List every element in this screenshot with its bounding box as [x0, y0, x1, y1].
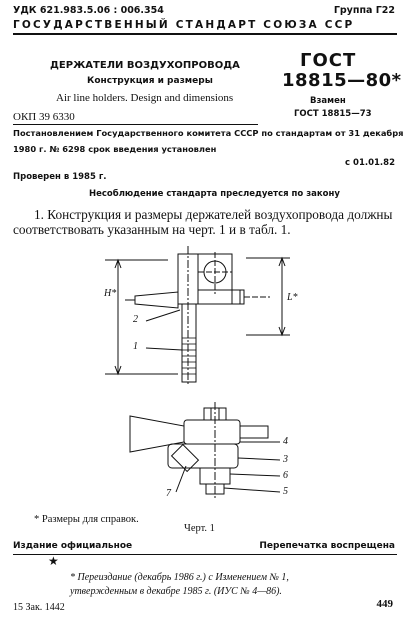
doc-title-en: Air line holders. Design and dimensions	[56, 92, 234, 104]
header-rule	[13, 33, 397, 35]
lower-nozzle	[130, 416, 184, 452]
leader-2	[146, 310, 180, 321]
official-edition: Издание официальное	[13, 541, 133, 551]
page-number: 449	[376, 598, 393, 610]
upper-nozzle	[135, 292, 178, 308]
penalty-notice: Несоблюдение стандарта преследуется по закону	[89, 189, 340, 199]
doc-title: ДЕРЖАТЕЛИ ВОЗДУХОПРОВОДА	[50, 60, 240, 71]
callout-1: 1	[133, 341, 138, 352]
figure-footnote: * Размеры для справок.	[34, 514, 139, 525]
technical-drawing	[0, 238, 409, 528]
leader-3	[238, 458, 280, 460]
callout-7: 7	[166, 488, 171, 499]
callout-4: 4	[283, 436, 288, 447]
okp-code: ОКП 39 6330	[13, 111, 75, 123]
callout-2: 2	[133, 314, 138, 325]
dim-h-label: H*	[104, 288, 117, 299]
decree-line-1: Постановлением Государственного комитета СССР по стандартам от 31 декабря	[13, 128, 404, 138]
footer-rule	[13, 554, 397, 555]
leader-7	[176, 466, 186, 492]
callout-6: 6	[283, 470, 288, 481]
replaces-value: ГОСТ 18815—73	[294, 109, 372, 119]
reissue-line-2: утвержденным в декабре 1985 г. (ИУС № 4—86).	[70, 586, 282, 597]
order-number: 15 Зак. 1442	[13, 602, 65, 613]
org-header: ГОСУДАРСТВЕННЫЙ СТАНДАРТ СОЮЗА ССР	[13, 19, 355, 31]
reissue-line-1: * Переиздание (декабрь 1986 г.) с Изменением № 1,	[70, 572, 289, 583]
upper-shank	[182, 304, 196, 382]
effective-date: с 01.01.82	[345, 158, 395, 168]
figure-caption: Черт. 1	[184, 523, 215, 534]
callout-3: 3	[283, 454, 288, 465]
dim-l-label: L*	[287, 292, 298, 303]
checked-year: Проверен в 1985 г.	[13, 172, 107, 182]
leader-6	[230, 474, 280, 476]
gost-number: 18815—80*	[282, 70, 402, 91]
lower-side-bolt	[240, 426, 268, 438]
title-underline	[13, 124, 258, 125]
lower-clamp-bottom	[168, 444, 238, 468]
leader-1	[146, 348, 182, 350]
replaces-label: Взамен	[310, 96, 346, 106]
callout-5: 5	[283, 486, 288, 497]
star-mark: ★	[48, 554, 59, 568]
para-line-2: соответствовать указанным на черт. 1 и в табл. 1.	[13, 222, 291, 237]
decree-line-2: 1980 г. № 6298 срок введения установлен	[13, 144, 217, 154]
lower-clamp-top	[184, 420, 240, 444]
para-line-1: 1. Конструкция и размеры держателей воздухопровода должны	[34, 207, 393, 222]
leader-5	[224, 488, 280, 492]
reprint-notice: Перепечатка воспрещена	[259, 541, 395, 551]
doc-subtitle: Конструкция и размеры	[87, 76, 213, 86]
udk-code: УДК 621.983.5.06 : 006.354	[13, 5, 164, 16]
gost-label: ГОСТ	[300, 50, 357, 71]
group-code: Группа Г22	[333, 5, 395, 16]
upper-bolt	[198, 290, 244, 304]
